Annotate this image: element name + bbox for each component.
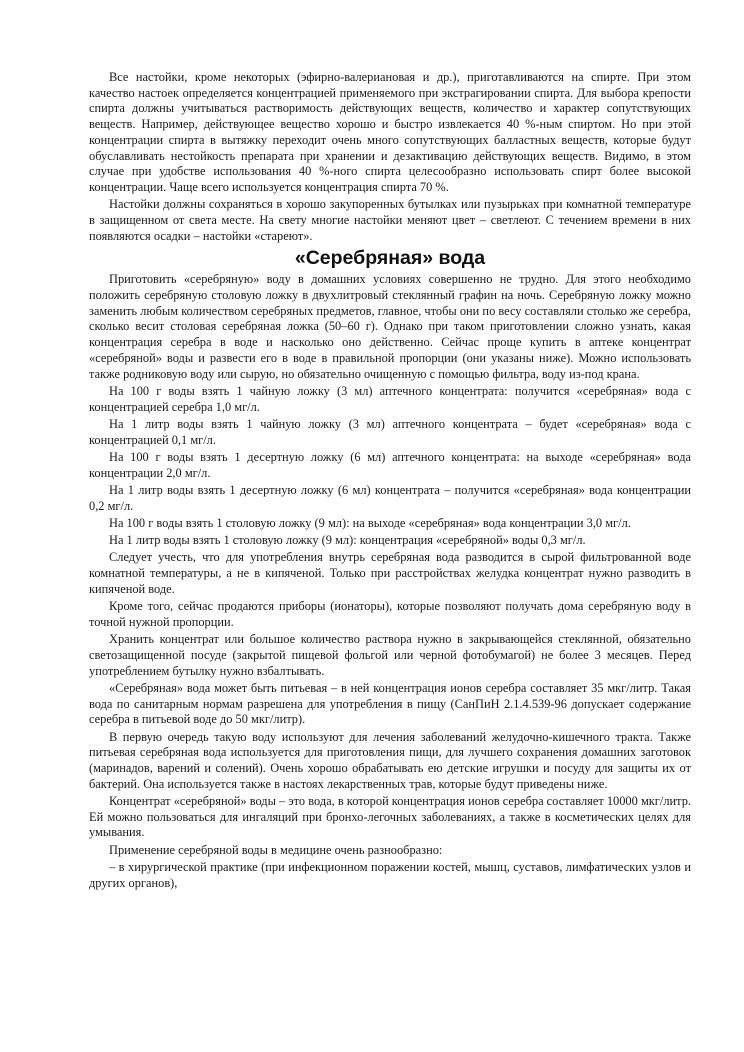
paragraph: Кроме того, сейчас продаются приборы (ионаторы), которые позволяют получать дома серебряную воду в точной нужной пропорции. [89, 599, 691, 629]
paragraph: «Серебряная» вода может быть питьевая – в ней концентрация ионов серебра составляет 35 мкг/литр. Такая вода по санитарным нормам разрешена для употребления в пищу (СанПиН 2.1.4.539-96 допускает содержание серебра в питьевой воде до 50 мкг/литр). [89, 680, 691, 727]
section-title: «Серебряная» вода [294, 247, 486, 270]
paragraph: Применение серебряной воды в медицине очень разнообразно: [109, 842, 443, 857]
paragraph: На 1 литр воды взять 1 десертную ложку (6 мл) концентрата – получится «серебряная» вода концентрации 0,2 мг/л. [89, 482, 691, 513]
list-item: – в хирургической практике (при инфекционном поражении костей, мышц, суставов, лимфатических узлов и других органов), [89, 859, 691, 890]
document-page [89, 70, 691, 893]
paragraph: На 1 литр воды взять 1 чайную ложку (3 мл) аптечного концентрата – будет «серебряная» вода с концентрацией 0,1 мг/л. [89, 416, 691, 447]
paragraph: На 100 г воды взять 1 десертную ложку (6 мл) аптечного концентрата: на выходе «серебряная» вода концентрации 2,0 мг/л. [89, 449, 691, 480]
paragraph: Приготовить «серебряную» воду в домашних условиях совершенно не трудно. Для этого необходимо положить серебряную столовую ложку в двухлитровый стеклянный графин на ночь. Серебряную ложку можно заменить любым количеством серебряных предметов, главное, чтобы они по весу составляли столько же серебра, сколько весит столовая серебряная ложка (50–60 г). Однако при таком приготовлении сложно узнать, какая концентрация серебра в воде и насколько оно действенно. Сейчас проще купить в аптеке концентрат «серебряной» воды и развести его в воде в правильной пропорции (они указаны ниже). Можно использовать также родниковую воду или сырую, но обязательно очищенную с помощью фильтра, воду из-под крана. [89, 272, 691, 381]
paragraph: Концентрат «серебряной» воды – это вода, в которой концентрация ионов серебра составляет 10000 мкг/литр. Ей можно пользоваться для ингаляций при бронхо-легочных заболеваниях, а также в косметических целях для умывания. [89, 793, 691, 840]
paragraph: На 100 г воды взять 1 чайную ложку (3 мл) аптечного концентрата: получится «серебряная» вода с концентрацией серебра 1,0 мг/л. [89, 383, 691, 414]
paragraph: Хранить концентрат или большое количество раствора нужно в закрывающейся стеклянной, обязательно светозащищенной посуде (закрытой пищевой фольгой или черной фотобумагой) не более 3 месяцев. Перед употреблением бутылку нужно взбалтывать. [89, 632, 691, 678]
paragraph: На 1 литр воды взять 1 столовую ложку (9 мл): концентрация «серебряной» воды 0,3 мг/л. [109, 533, 586, 548]
paragraph: Следует учесть, что для употребления внутрь серебряная вода разводится в сырой фильтрованной воде комнатной температуры, а не в кипяченой. Только при расстройствах желудка концентрат нужно разводить в кипяченой воде. [89, 550, 691, 596]
paragraph: На 100 г воды взять 1 столовую ложку (9 мл): на выходе «серебряная» вода концентрации 3,0 мг/л. [109, 515, 631, 530]
paragraph: В первую очередь такую воду используют для лечения заболеваний желудочно-кишечного тракта. Также питьевая серебряная вода используется для приготовления пищи, для лучшего сохранения домашних заготовок (маринадов, варений и солений). Очень хорошо обрабатывать ею детские игрушки и посуду для защиты их от бактерий. Она используется также в настоях лекарственных трав, которые будут приведены ниже. [89, 729, 691, 791]
paragraph: Все настойки, кроме некоторых (эфирно-валериановая и др.), приготавливаются на спирте. При этом качество настоек определяется концентрацией применяемого при экстрагировании спирта. Для выбора крепости спирта должны учитываться растворимость действующих веществ, количество и характер сопутствующих веществ. Например, действующее вещество хорошо и быстро извлекается 40 %-ным спиртом. Но при этой концентрации спирта в вытяжку переходит очень много сопутствующих балластных веществ, которые будут обуславливать нестойкость препарата при хранении и дезактивацию действующих веществ. Видимо, в этом случае при удобстве использования 40 %-ного спирта целесообразно использовать спирт более высокой концентрации. Чаще всего используется концентрация спирта 70 %. [89, 70, 691, 194]
paragraph: Настойки должны сохраняться в хорошо закупоренных бутылках или пузырьках при комнатной температуре в защищенном от света месте. На свету многие настойки меняют цвет – светлеют. С течением времени в них появляются осадки – настойки «стареют». [89, 197, 691, 243]
